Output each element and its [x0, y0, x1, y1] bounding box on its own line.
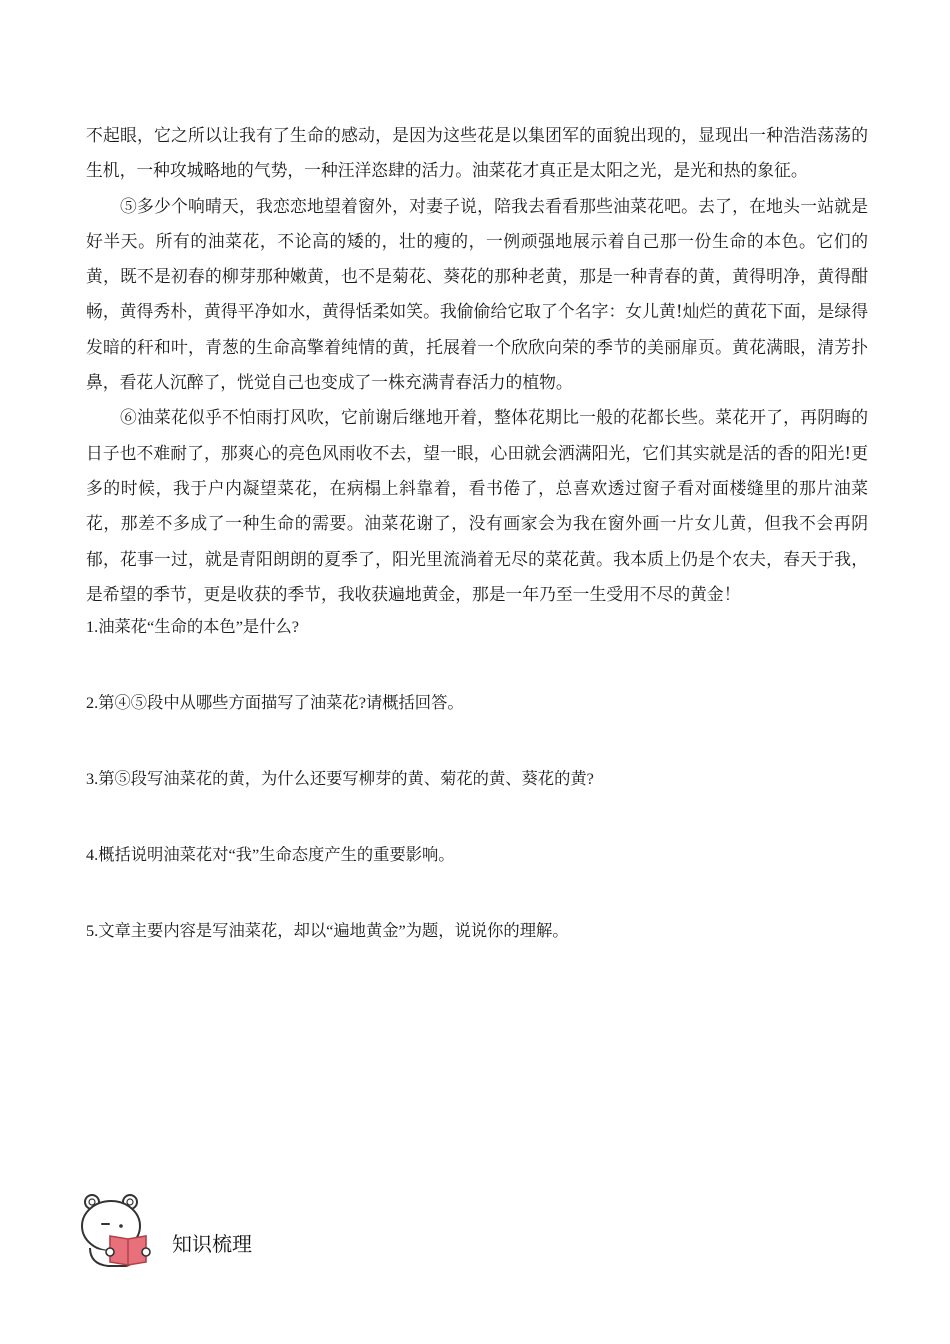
question-2: 2.第④⑤段中从哪些方面描写了油菜花?请概括回答。 — [86, 693, 464, 713]
section-header — [80, 1190, 340, 1270]
question-1: 1.油菜花“生命的本色”是什么? — [86, 617, 299, 637]
passage-paragraph-6: ⑥油菜花似乎不怕雨打风吹，它前谢后继地开着，整体花期比一般的花都长些。菜花开了，再阴晦的日子也不难耐了，那爽心的亮色风雨收不去，望一眼，心田就会洒满阳光，它们其实就是活的香的阳光!更多的时候，我于户内凝望菜花，在病榻上斜靠着，看书倦了，总喜欢透过窗子看对面楼缝里的那片油菜花，那差不多成了一种生命的需要。油菜花谢了，没有画家会为我在窗外画一片女儿黄，但我不会再阴郁，花事一过，就是青阳朗朗的夏季了，阳光里流淌着无尽的菜花黄。我本质上仍是个农夫，春天于我，是希望的季节，更是收获的季节，我收获遍地黄金，那是一年乃至一生受用不尽的黄金！ — [86, 407, 868, 604]
section-title: 知识梳理 — [172, 1232, 252, 1256]
document-body — [86, 118, 868, 946]
bear-reading-book-icon — [80, 1190, 156, 1270]
question-4: 4.概括说明油菜花对“我”生命态度产生的重要影响。 — [86, 845, 455, 865]
question-5: 5.文章主要内容是写油菜花，却以“遍地黄金”为题，说说你的理解。 — [86, 921, 569, 941]
question-list — [86, 612, 868, 946]
question-3: 3.第⑤段写油菜花的黄，为什么还要写柳芽的黄、菊花的黄、葵花的黄? — [86, 769, 594, 789]
passage-paragraph-5: ⑤多少个响晴天，我恋恋地望着窗外，对妻子说，陪我去看看那些油菜花吧。去了，在地头一站就是好半天。所有的油菜花，不论高的矮的，壮的瘦的，一例顽强地展示着自己那一份生命的本色。它们的黄，既不是初春的柳芽那种嫩黄，也不是菊花、葵花的那种老黄，那是一种青春的黄，黄得明净，黄得酣畅，黄得秀朴，黄得平净如水，黄得恬柔如笑。我偷偷给它取了个名字：女儿黄!灿烂的黄花下面，是绿得发暗的秆和叶，青葱的生命高擎着纯情的黄，托展着一个欣欣向荣的季节的美丽扉页。黄花满眼，清芳扑鼻，看花人沉醉了，恍觉自己也变成了一株充满青春活力的植物。 — [86, 195, 868, 393]
passage-paragraph-continued: 不起眼，它之所以让我有了生命的感动，是因为这些花是以集团军的面貌出现的，显现出一种浩浩荡荡的生机，一种攻城略地的气势，一种汪洋恣肆的活力。油菜花才真正是太阳之光，是光和热的象征。 — [86, 125, 868, 181]
